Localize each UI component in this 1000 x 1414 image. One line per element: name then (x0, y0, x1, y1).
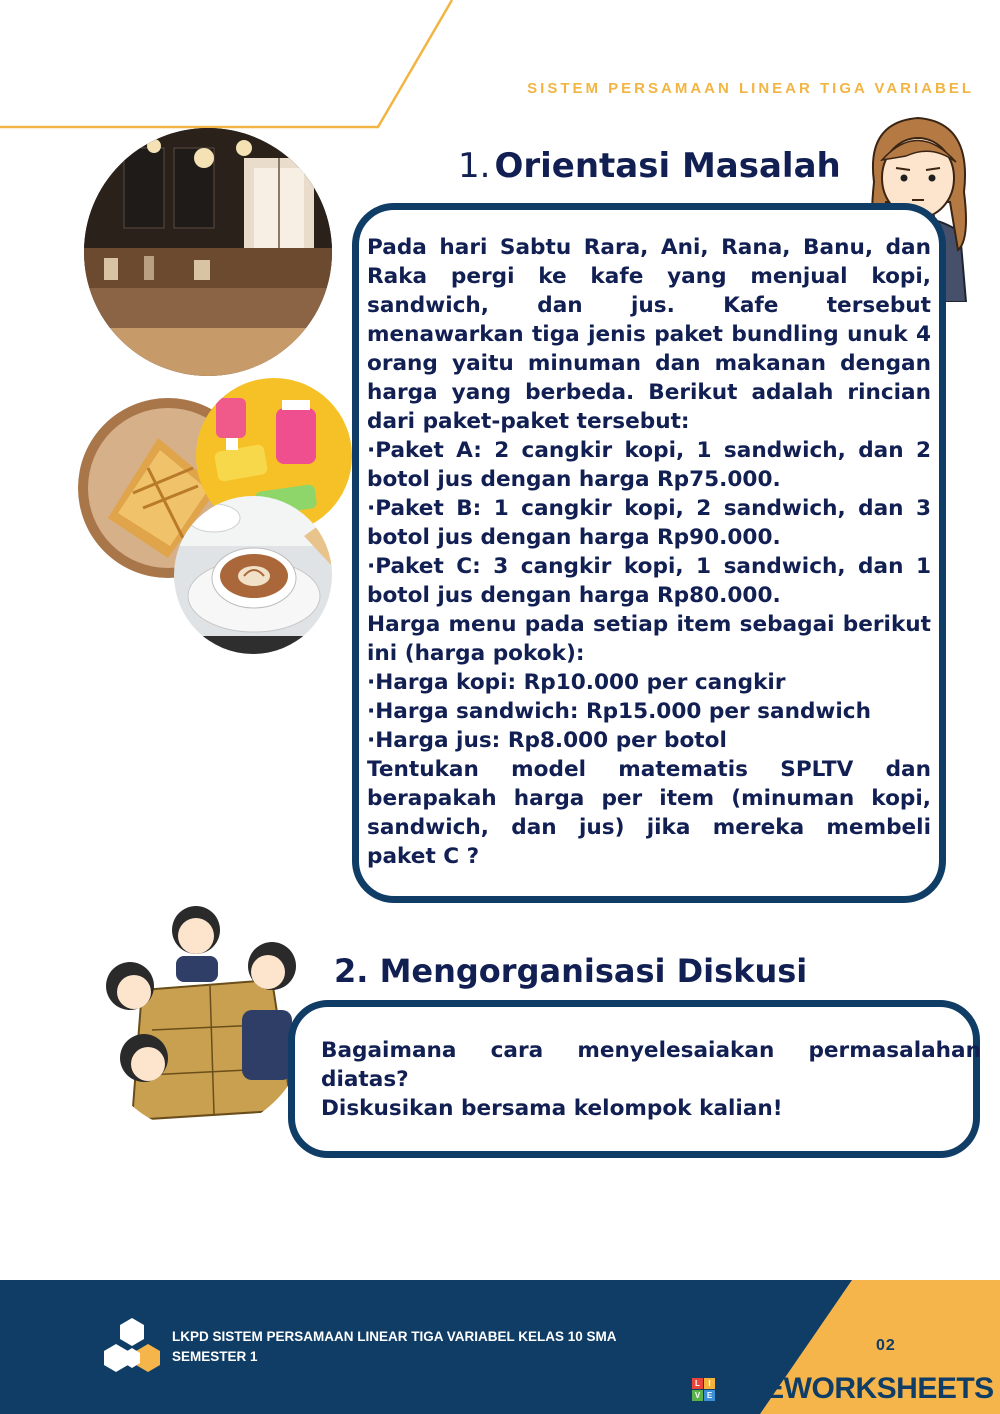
liveworksheets-watermark (692, 1372, 994, 1406)
discussion-text (321, 1036, 981, 1123)
header-decoration (0, 0, 1000, 140)
page-number: 02 (876, 1337, 896, 1354)
header-title: SISTEM PERSAMAAN LINEAR TIGA VARIABEL (527, 80, 974, 97)
footer-text (172, 1327, 732, 1367)
lw-tile-e: E (704, 1390, 715, 1401)
discussion-question-line2: diatas? (321, 1067, 409, 1092)
footer-line-1: LKPD SISTEM PERSAMAAN LINEAR TIGA VARIABEL KELAS 10 SMA (172, 1329, 617, 1344)
price-coffee: ·Harga kopi: Rp10.000 per cangkir (367, 670, 786, 695)
price-juice: ·Harga jus: Rp8.000 per botol (367, 728, 727, 753)
lw-tile-i: I (704, 1378, 715, 1389)
package-c: ·Paket C: 3 cangkir kopi, 1 sandwich, dan 1 botol jus dengan harga Rp80.000. (367, 554, 931, 608)
hexagon-logo (100, 1316, 164, 1372)
cafe-interior-photo (84, 128, 332, 376)
package-b: ·Paket B: 1 cangkir kopi, 2 sandwich, dan 3 botol jus dengan harga Rp90.000. (367, 496, 931, 550)
liveworksheets-logo-icon (692, 1378, 715, 1401)
problem-intro: Pada hari Sabtu Rara, Ani, Rana, Banu, dan Raka pergi ke kafe yang menjual kopi, sandwich, dan jus. Kafe tersebut menawarkan tiga jenis paket bundling unuk 4 orang yaitu minuman dan makanan dengan harga yang berbeda. Berikut adalah rincian dari paket-paket tersebut: (367, 235, 931, 434)
section-2-title: 2. Mengorganisasi Diskusi (334, 952, 808, 990)
section-1-number: 1. (458, 146, 491, 186)
section-1-heading: Orientasi Masalah (494, 146, 841, 186)
students-discussion-illustration (92, 900, 310, 1132)
discussion-instruction: Diskusikan bersama kelompok kalian! (321, 1096, 783, 1121)
lw-tile-l: L (692, 1378, 703, 1389)
price-sandwich: ·Harga sandwich: Rp15.000 per sandwich (367, 699, 871, 724)
footer-line-2: SEMESTER 1 (172, 1349, 258, 1364)
problem-text (367, 233, 931, 871)
problem-question: Tentukan model matematis SPLTV dan berapakah harga per item (minuman kopi, sandwich, dan jus) jika mereka membeli paket C ? (367, 757, 931, 869)
coffee-cup-photo (174, 496, 332, 654)
watermark-text: LIVEWORKSHEETS (719, 1372, 994, 1405)
lw-tile-v: V (692, 1390, 703, 1401)
package-a: ·Paket A: 2 cangkir kopi, 1 sandwich, dan 2 botol jus dengan harga Rp75.000. (367, 438, 931, 492)
discussion-question-line1: Bagaimana cara menyelesaiakan permasalahan (321, 1038, 981, 1063)
price-intro: Harga menu pada setiap item sebagai berikut ini (harga pokok): (367, 612, 931, 666)
section-1-title (458, 146, 841, 186)
